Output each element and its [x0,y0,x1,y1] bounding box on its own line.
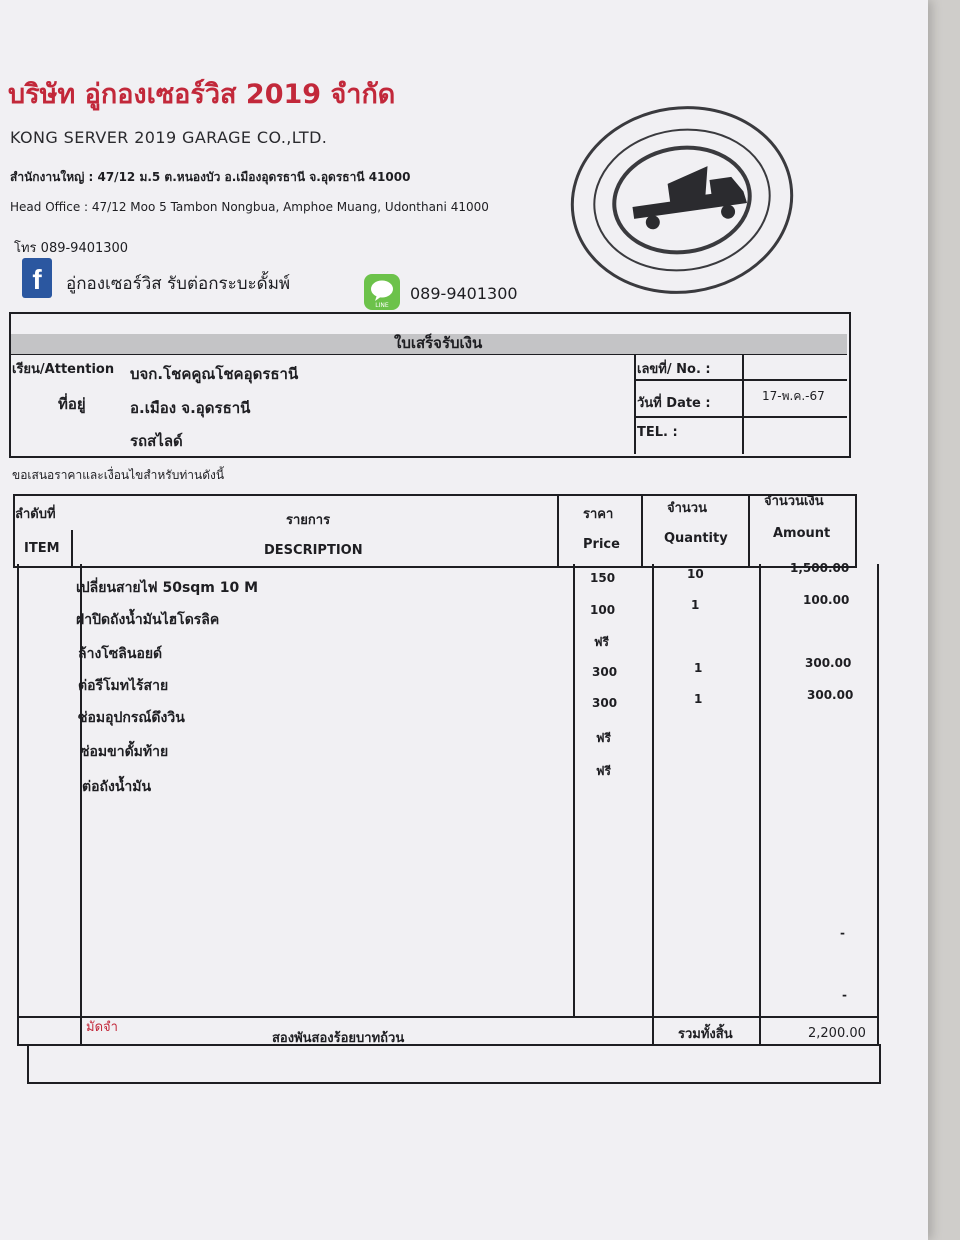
line-item-price: ฟรี [594,635,609,649]
customer-address: อ.เมือง จ.อุดรธานี [130,399,251,417]
head-office-english: Head Office : 47/12 Moo 5 Tambon Nongbua, Amphoe Muang, Udonthani 41000 [10,200,489,214]
company-name-english: KONG SERVER 2019 GARAGE CO.,LTD. [10,128,328,147]
line-item-amount: 100.00 [803,593,850,607]
line-item-quantity: 1 [694,692,703,706]
head-office-thai: สำนักงานใหญ่ : 47/12 ม.5 ต.หนองบัว อ.เมืองอุดรธานี จ.อุดรธานี 41000 [10,170,411,184]
tel-label: TEL. : [637,425,678,440]
line-item-price: ฟรี [596,731,611,745]
table-header [13,494,857,568]
line-app-icon [364,274,400,310]
blank-dash: - [840,926,845,940]
facebook-page-name: อู่กองเซอร์วิส รับต่อกระบะดั้มพ์ [66,274,291,294]
company-name-thai: บริษัท อู่กองเซอร์วิส 2019 จำกัด [8,79,396,110]
col-amount-english: Amount [773,526,831,541]
offer-note: ขอเสนอราคาและเงื่อนไขสำหรับท่านดังนี้ [12,468,225,482]
table-body [17,564,879,1046]
company-stamp-logo [566,100,798,300]
deposit-label: มัดจำ [86,1020,118,1035]
line-item-quantity: 1 [694,661,703,675]
grand-total: 2,200.00 [808,1026,866,1041]
line-item-description: เปลี่ยนสายไฟ 50sqm 10 M [76,580,259,596]
line-item-description: ซ่อมอุปกรณ์ดึงวิน [78,710,185,726]
line-item-price: ฟรี [596,764,611,778]
line-item-quantity: 10 [687,567,704,581]
line-item-amount: 300.00 [807,688,854,702]
footer-strip [27,1044,881,1084]
col-price-thai: ราคา [583,507,614,522]
col-description-english: DESCRIPTION [264,543,363,558]
line-phone-number: 089-9401300 [410,284,518,303]
company-phone: โทร 089-9401300 [14,241,129,256]
blank-dash: - [842,988,847,1002]
line-item-price: 100 [590,603,616,617]
document-title: ใบเสร็จรับเงิน [394,334,483,352]
total-label: รวมทั้งสิ้น [678,1027,733,1042]
date-label: วันที่ Date : [637,396,711,411]
svg-text:LINE: LINE [375,302,389,309]
line-item-description: ฝาปิดถังน้ำมันไฮโดรลิค [76,612,220,628]
facebook-icon: f [22,258,52,298]
amount-in-words: สองพันสองร้อยบาทถ้วน [272,1031,405,1046]
col-description-thai: รายการ [286,513,331,528]
attention-label: เรียน/Attention [12,362,115,377]
line-item-description: ต่อรีโมทไร้สาย [78,678,169,694]
col-item-thai: ลำดับที่ [15,507,56,522]
line-item-price: 300 [592,696,618,710]
col-quantity-english: Quantity [664,531,728,546]
customer-name: บจก.โชคคูณโชคอุดรธานี [130,365,299,383]
address-label: ที่อยู่ [58,395,86,413]
line-item-price: 300 [592,665,618,679]
line-item-description: ต่อถังน้ำมัน [82,779,152,795]
receipt-date: 17-พ.ค.-67 [762,389,825,403]
line-item-amount: 300.00 [805,656,852,670]
customer-vehicle: รถสไลด์ [130,432,183,450]
line-item-price: 150 [590,571,616,585]
line-item-description: ล้างโซลินอยด์ [78,646,163,662]
number-label: เลขที่/ No. : [637,362,711,377]
col-quantity-thai: จำนวน [667,501,707,516]
line-item-amount: 1,500.00 [790,561,850,575]
col-amount-thai: จำนวนเงิน [764,494,824,509]
col-price-english: Price [583,537,620,552]
col-item-english: ITEM [24,541,60,556]
line-item-description: ซ่อมขาดั้มท้าย [80,744,169,760]
line-item-quantity: 1 [691,598,700,612]
